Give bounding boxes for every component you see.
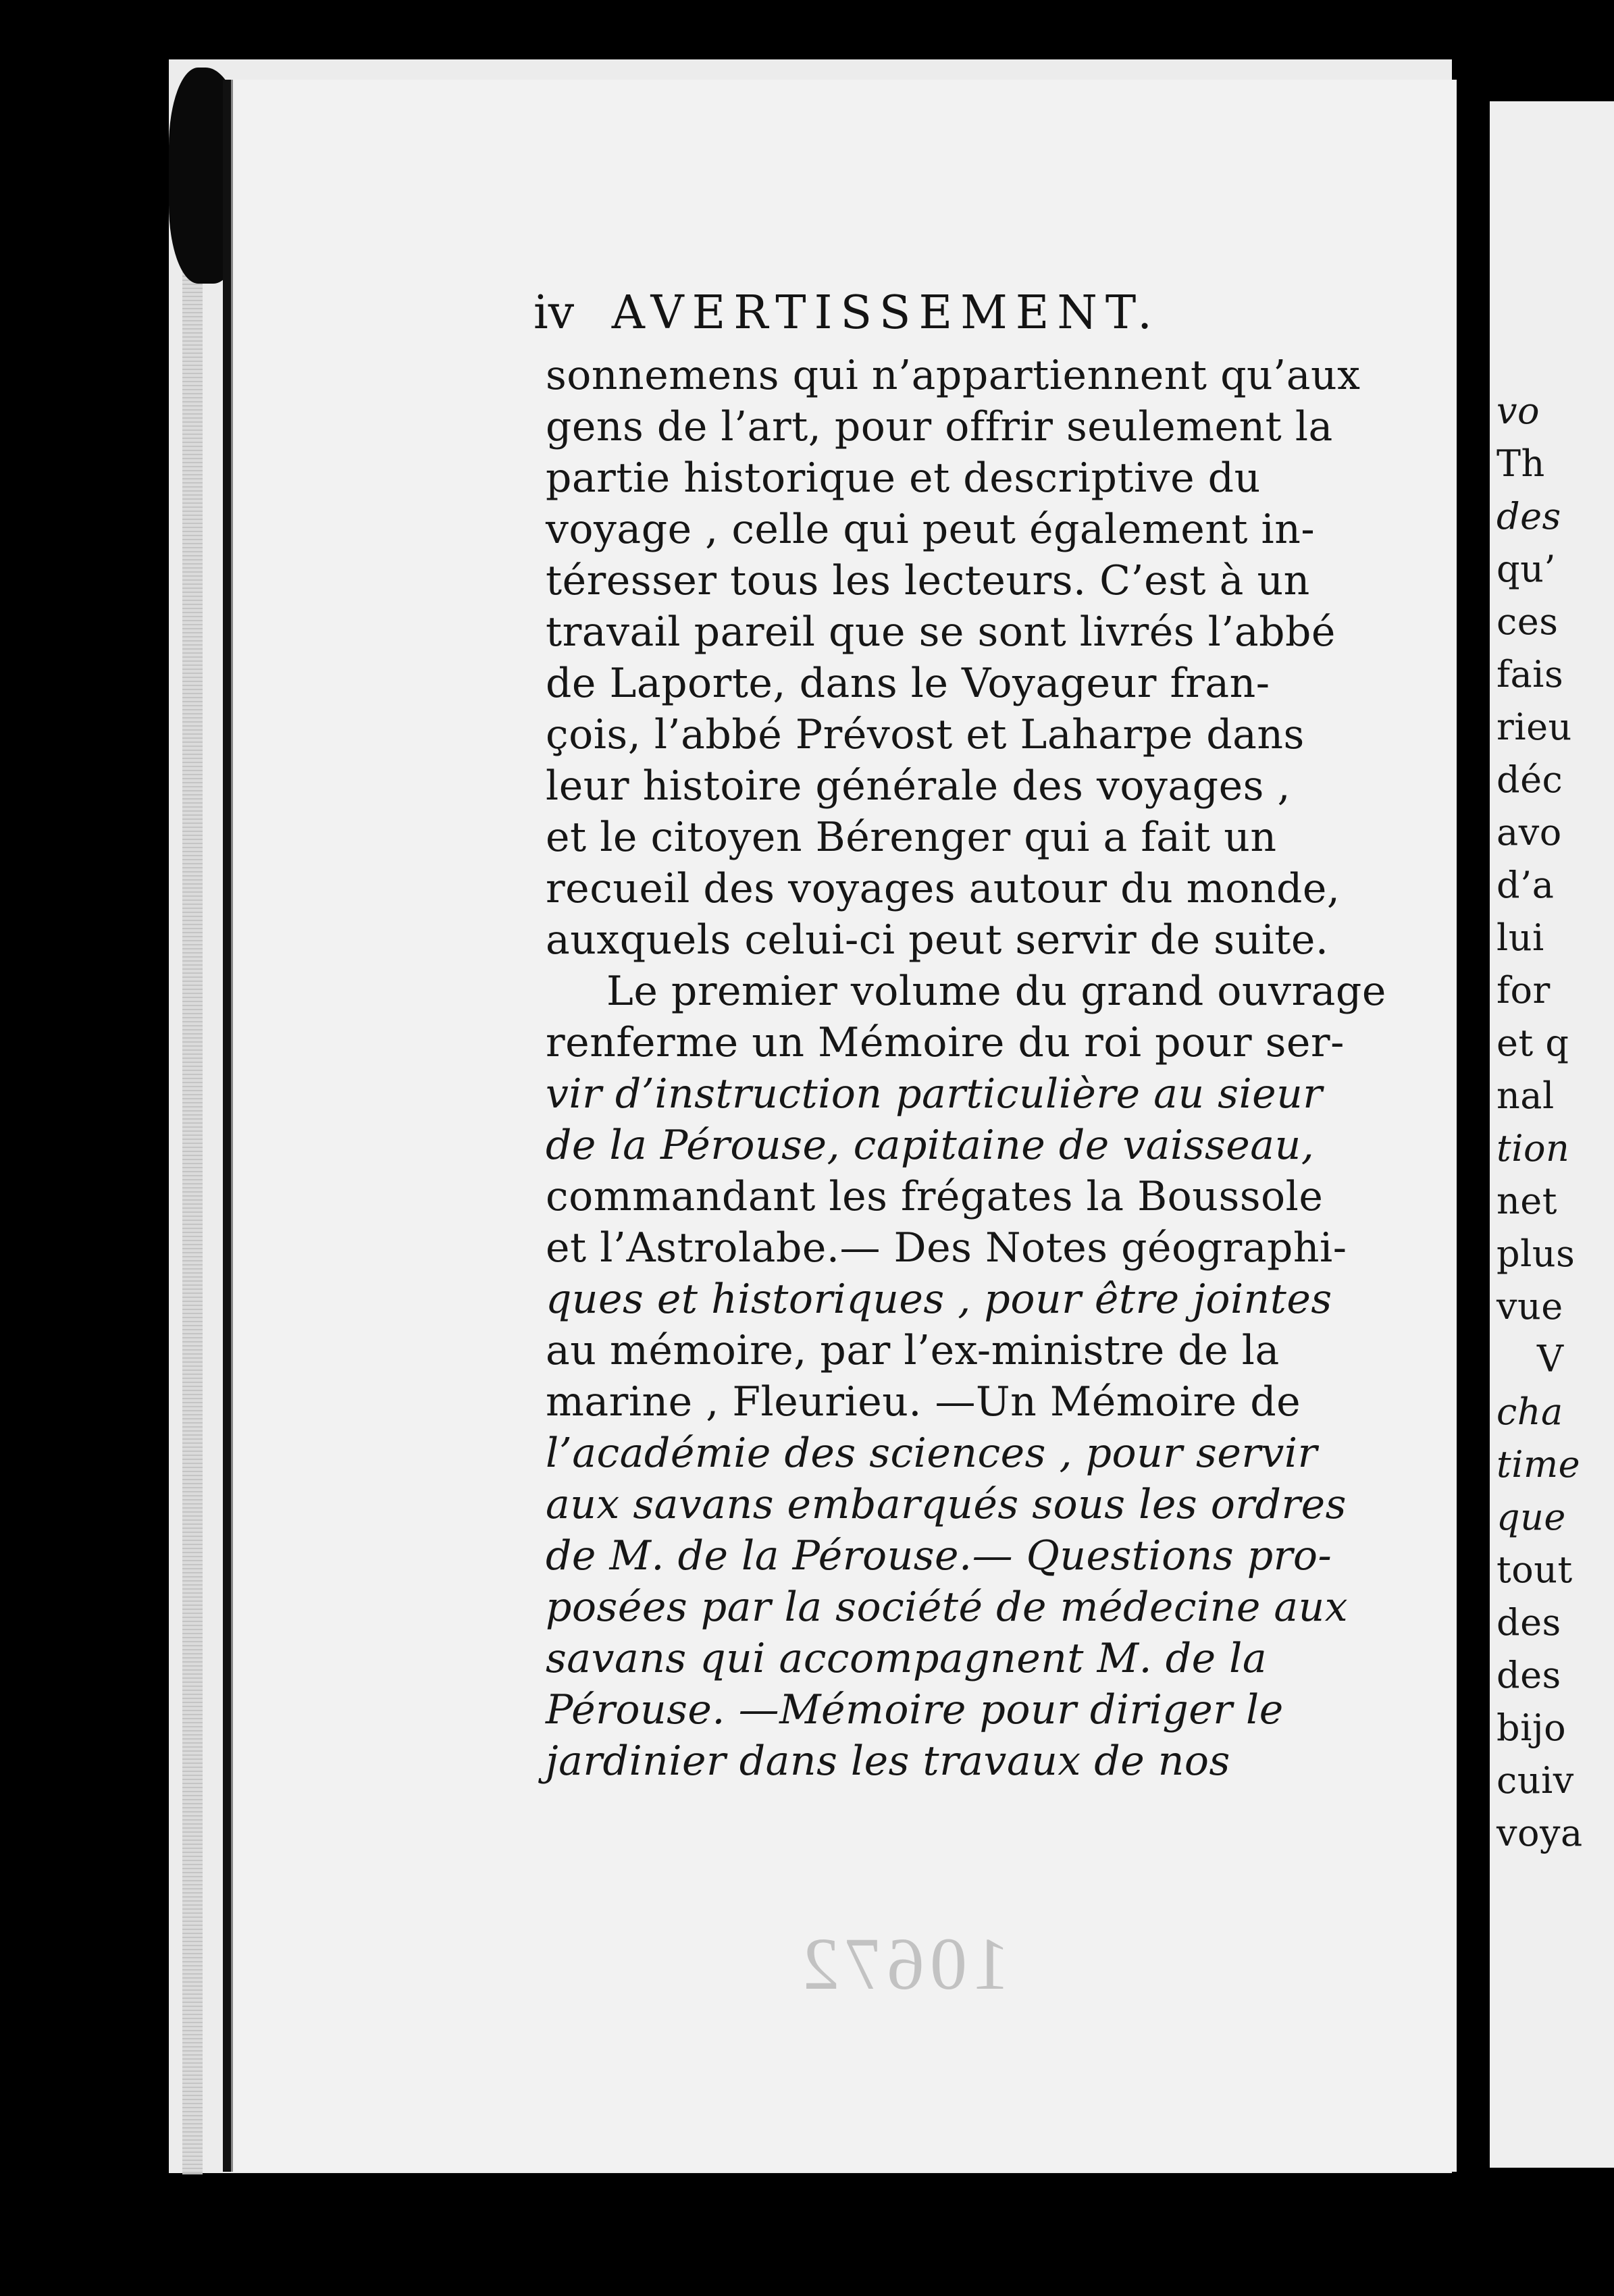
text-line: aux savans embarqués sous les ordres xyxy=(546,1481,1347,1528)
facing-text-line: lui xyxy=(1496,916,1544,959)
facing-text-line: tout xyxy=(1496,1548,1573,1591)
text-line: sonnemens qui n’appartiennent qu’aux xyxy=(546,352,1361,399)
library-stamp: 10672 xyxy=(797,1923,1010,2005)
facing-text-line: Th xyxy=(1496,442,1545,485)
facing-text-line: avo xyxy=(1496,811,1562,854)
text-line: Pérouse. —Mémoire pour diriger le xyxy=(546,1686,1284,1733)
facing-text-line: que xyxy=(1496,1496,1566,1538)
facing-text-line: rieu xyxy=(1496,706,1572,748)
facing-text-line: tion xyxy=(1496,1127,1570,1170)
text-line: et l’Astrolabe.— Des Notes géographi- xyxy=(546,1224,1347,1272)
facing-text-line: et q xyxy=(1496,1022,1569,1064)
text-line: voyage , celle qui peut également in- xyxy=(546,506,1316,553)
text-line: vir d’instruction particulière au sieur xyxy=(546,1070,1323,1118)
facing-text-line: cuiv xyxy=(1496,1759,1574,1802)
facing-text-line: des xyxy=(1496,495,1561,538)
text-line: de Laporte, dans le Voyageur fran- xyxy=(546,660,1270,707)
facing-text-line: V xyxy=(1537,1338,1564,1380)
facing-text-line: des xyxy=(1496,1601,1561,1644)
text-line: ques et historiques , pour être jointes xyxy=(546,1276,1332,1323)
facing-text-line: fais xyxy=(1496,653,1564,696)
facing-text-line: des xyxy=(1496,1654,1561,1696)
text-line: gens de l’art, pour offrir seulement la xyxy=(546,403,1333,450)
page-number: iv xyxy=(533,286,575,340)
text-line: marine , Fleurieu. —Un Mémoire de xyxy=(546,1378,1301,1426)
text-line: de la Pérouse, capitaine de vaisseau, xyxy=(546,1122,1315,1169)
page-edges xyxy=(182,95,203,2174)
text-line: de M. de la Pérouse.— Questions pro- xyxy=(546,1532,1332,1580)
facing-text-line: voya xyxy=(1496,1812,1583,1854)
text-line: jardinier dans les travaux de nos xyxy=(546,1738,1230,1785)
text-line: commandant les frégates la Boussole xyxy=(546,1173,1324,1220)
text-line: posées par la société de médecine aux xyxy=(546,1584,1349,1631)
facing-text-line: cha xyxy=(1496,1390,1563,1433)
text-line: renferme un Mémoire du roi pour ser- xyxy=(546,1019,1345,1066)
running-head xyxy=(533,281,1160,346)
text-line: leur histoire générale des voyages , xyxy=(546,762,1291,810)
facing-text-line: for xyxy=(1496,969,1551,1012)
facing-text-line: vo xyxy=(1496,390,1540,432)
facing-text-line: ces xyxy=(1496,600,1559,643)
running-head-title: AVERTISSEMENT. xyxy=(611,286,1160,340)
text-line: savans qui accompagnent M. de la xyxy=(546,1635,1268,1682)
text-line: au mémoire, par l’ex-ministre de la xyxy=(546,1327,1280,1374)
facing-text-line: plus xyxy=(1496,1232,1576,1275)
text-line: et le citoyen Bérenger qui a fait un xyxy=(546,814,1277,861)
text-line: Le premier volume du grand ouvrage xyxy=(606,968,1386,1015)
facing-text-line: d’a xyxy=(1496,864,1555,906)
text-line: çois, l’abbé Prévost et Laharpe dans xyxy=(546,711,1305,758)
text-line: travail pareil que se sont livrés l’abbé xyxy=(546,608,1336,656)
facing-text-line: déc xyxy=(1496,758,1563,801)
facing-text-line: nal xyxy=(1496,1074,1555,1117)
text-line: téresser tous les lecteurs. C’est à un xyxy=(546,557,1310,604)
facing-text-line: vue xyxy=(1496,1285,1563,1328)
text-line: partie historique et descriptive du xyxy=(546,454,1261,502)
text-line: recueil des voyages autour du monde, xyxy=(546,865,1340,912)
text-line: l’académie des sciences , pour servir xyxy=(546,1430,1318,1477)
facing-text-line: qu’ xyxy=(1496,548,1557,590)
text-line: auxquels celui-ci peut servir de suite. xyxy=(546,916,1329,964)
facing-text-line: bijo xyxy=(1496,1706,1567,1749)
facing-text-line: time xyxy=(1496,1443,1581,1486)
facing-text-line: net xyxy=(1496,1180,1557,1222)
